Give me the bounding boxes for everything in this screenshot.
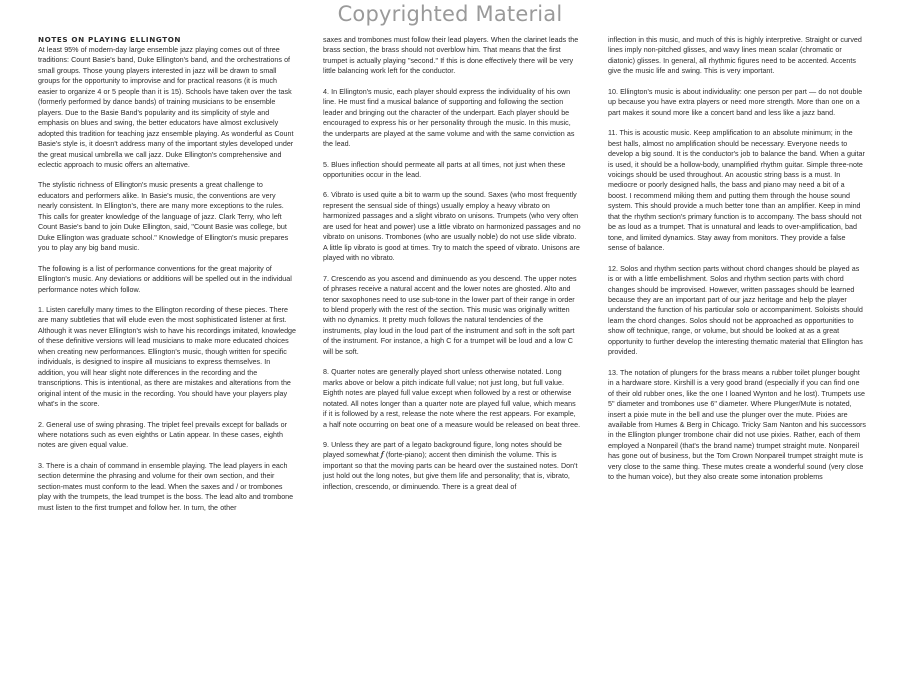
paragraph-note-1: 1. Listen carefully many times to the Ellington recording of these pieces. There are many subtleties that will elude even the most sophisticated listener at first. Although it was never Ellington's wish to have his recordings imitated, knowledge of these definitive versions will lead musicians to make more educated choices when creating new performances. Ellington's music, though written for specific individuals, is designed to inspire all musicians to express themselves. In addition, you will hear slight note differences in the recording and the transcriptions. This is intentional, as there are mistakes and alterations from the original intent of the music in the recording. You should have your players play what's in the score.	[38, 305, 296, 409]
paragraph-conventions-intro: The following is a list of performance conventions for the great majority of Ellington's music. Any deviations or additions will be spelled out in the individual performance notes which follow.	[38, 264, 292, 294]
paragraph-note-2: 2. General use of swing phrasing. The triplet feel prevails except for ballads or where notations such as even eighths or Latin appear. In these cases, eighth notes are given equal value.	[38, 420, 287, 450]
paragraph-note-10: 10. Ellington's music is about individuality: one person per part — do not double up because you have extra players or need more strength. More than one on a part makes it sound more like a concert band and less like a jazz band.	[608, 87, 863, 117]
paragraph-note-4: 4. In Ellington's music, each player should express the individuality of his own line. He must find a musical balance of supporting and following the section leader and bringing out the character of the underpart. Each player should be encouraged to express his or her personality through the music. In this music, the underparts are played at the same volume and with the same conviction as the lead.	[323, 87, 575, 149]
paragraph-intro: At least 95% of modern-day large ensemble jazz playing comes out of three traditions: Count Basie's band, Duke Ellington's band, and the orchestrations of small groups. Those young players interested in jazz will be drawn to small groups for the opportunity to improvise and for practical reasons (it is much easier to organize 4 or 5 people than it is 15). Schools have taken over the task (formerly performed by dance bands) of training musicians to be ensemble players. Due to the Basie Band's popularity and its simplicity of style and emphasis on blues and swing, the better educators have almost exclusively adopted this tradition for teaching jazz ensemble playing. As wonderful as Count Basie's style is, it doesn't address many of the important styles developed under the great musical umbrella we call jazz. Duke Ellington's comprehensive and eclectic approach to music offers an alternative.	[38, 46, 294, 169]
copyright-watermark: Copyrighted Material	[337, 2, 563, 26]
text-column-right	[608, 35, 866, 635]
text-column-middle	[323, 35, 581, 635]
forte-piano-icon: 𝆑	[380, 450, 384, 460]
paragraph-note-12: 12. Solos and rhythm section parts without chord changes should be played as is or with a little embellishment. Solos and rhythm section parts with chord changes should be improvised. However, written passages should be learned because they are an important part of our jazz heritage and help the player understand the function of his particular solo or accompaniment. Soloists should learn the chord changes. Solos should not be approached as opportunities to show off technique, range, or volume, but should be looked at as a great opportunity to further develop the interesting thematic material that Ellington has provided.	[608, 264, 863, 357]
paragraph-note-5: 5. Blues inflection should permeate all parts at all times, not just when these opportunities occur in the lead.	[323, 160, 566, 179]
paragraph-note-7: 7. Crescendo as you ascend and diminuendo as you descend. The upper notes of phrases receive a natural accent and the lower notes are ghosted. Alto and tenor saxophones need to use sub-tone in the lower part of their range in order to blend properly with the rest of the section. This music was originally written with no dynamics. It pretty much follows the natural tendencies of the instruments, play loud in the loud part of the instrument and soft in the soft part of the instrument. For instance, a high C for a trumpet will be loud and a low C will be soft.	[323, 274, 577, 356]
paragraph-note-3-cont: saxes and trombones must follow their lead players. When the clarinet leads the brass section, the brass should not overblow him. That means that the first trumpet is actually playing "second." If this is done effectively there will be very little balancing work left for the conductor.	[323, 36, 579, 76]
paragraph-note-3: 3. There is a chain of command in ensemble playing. The lead players in each section determine the phrasing and volume for their own section, and their section-mates must conform to the lead. When the saxes and / or trombones play with the trumpets, the lead trumpet is the boss. The lead alto and trombone must listen to the first trumpet and follow her. In turn, the other	[38, 461, 294, 512]
note-9-text-start: 9. Unless they are part of a legato background figure, long notes should be played somewhat	[323, 440, 562, 460]
paragraph-note-11: 11. This is acoustic music. Keep amplification to an absolute minimum; in the best halls, almost no amplification should be necessary. Everyone needs to develop a big sound. It is the conductor's job to balance the band. When a guitar is used, it should be a hollow-body, unamplified rhythm guitar. Simple three-note voicings should be used throughout. An acoustic string bass is a must. In mediocre or poorly designed halls, the bass and piano may need a bit of a boost. I recommend miking them and putting them through the house sound system. This should provide a much better tone than an amplifier. Keep in mind that the rhythm section's primary function is to accompany. The bass should not be as loud as a trumpet. That is unnatural and leads to over-amplification, bad tone, and limited dynamics. Stay away from monitors. They provide a false sense of balance.	[608, 129, 865, 253]
text-column-left	[38, 35, 296, 635]
paragraph-note-9-cont: inflection in this music, and much of this is highly interpretive. Straight or curved lines imply non-pitched glisses, and wavy lines mean scalar (chromatic or diatonic) glisses. In general, all rhythmic figures need to be accented. Accents give the music life and swing. This is very important.	[608, 36, 862, 76]
paragraph-note-9	[323, 440, 581, 492]
note-9-text-end: (forte-piano); accent then diminish the volume. This is important so that the moving parts can be heard over the sustained notes. Don't just hold out the long notes, but give them life and personality; that is, vibrato, inflection, crescendo, or diminuendo. There is a great deal of	[323, 451, 578, 491]
paragraph-note-8: 8. Quarter notes are generally played short unless otherwise notated. Long marks above or below a pitch indicate full value; not just long, but full value. Eighth notes are played full value except when followed by a rest or otherwise notated. All notes longer than a quarter note are played full value, which means if it is followed by a rest, release the note where the rest appears. For example, a half note occurring on beat one of a measure would be released on beat three.	[323, 368, 581, 429]
book-page	[38, 35, 868, 635]
section-heading: NOTES ON PLAYING ELLINGTON	[38, 35, 182, 44]
paragraph-stylistic-richness: The stylistic richness of Ellington's music presents a great challenge to educators and performers alike. In Basie's music, the conventions are very nearly consistent. In Ellington's, there are many more exceptions to the rules. This calls for greater knowledge of the language of jazz. Clark Terry, who left Count Basie's band to join Duke Ellington, said, "Count Basie was college, but Duke Ellington was graduate school." Knowledge of Ellington's music prepares you to play any big band music.	[38, 181, 289, 253]
paragraph-note-6: 6. Vibrato is used quite a bit to warm up the sound. Saxes (who most frequently represent the sensual side of things) usually employ a heavy vibrato on harmonized passages and a slight vibrato on unisons. Trumpets (who very often are used for heat and power) use a little vibrato on harmonized passages and no vibrato on unisons. Trombones (who are usually noble) do not use slide vibrato. A little lip vibrato is good at times. Try to match the speed of vibrato. Unisons are played with no vibrato.	[323, 191, 581, 263]
paragraph-note-13: 13. The notation of plungers for the brass means a rubber toilet plunger bought in a hardware store. Kirshill is a very good brand (especially if you can find one of their old rubber ones, like the one I loaned Wynton and he lost). Trumpets use 5" diameter and trombones use 6" diameter. Where Plunger/Mute is notated, insert a pixie mute in the bell and use the plunger over the mute. Pixies are available from Humes & Berg in Chicago. Tricky Sam Nanton and his successors in the Ellington plunger trombone chair did not use pixies. Rather, each of them employed a Nonpareil (that's the brand name) trumpet straight mute. Nonpareil has gone out of business, but the Tom Crown Nonpareil trumpet straight mute is very close to the same thing. These mutes create a wonderful sound (very close to the human voice), but they also create some intonation problems	[608, 368, 866, 482]
